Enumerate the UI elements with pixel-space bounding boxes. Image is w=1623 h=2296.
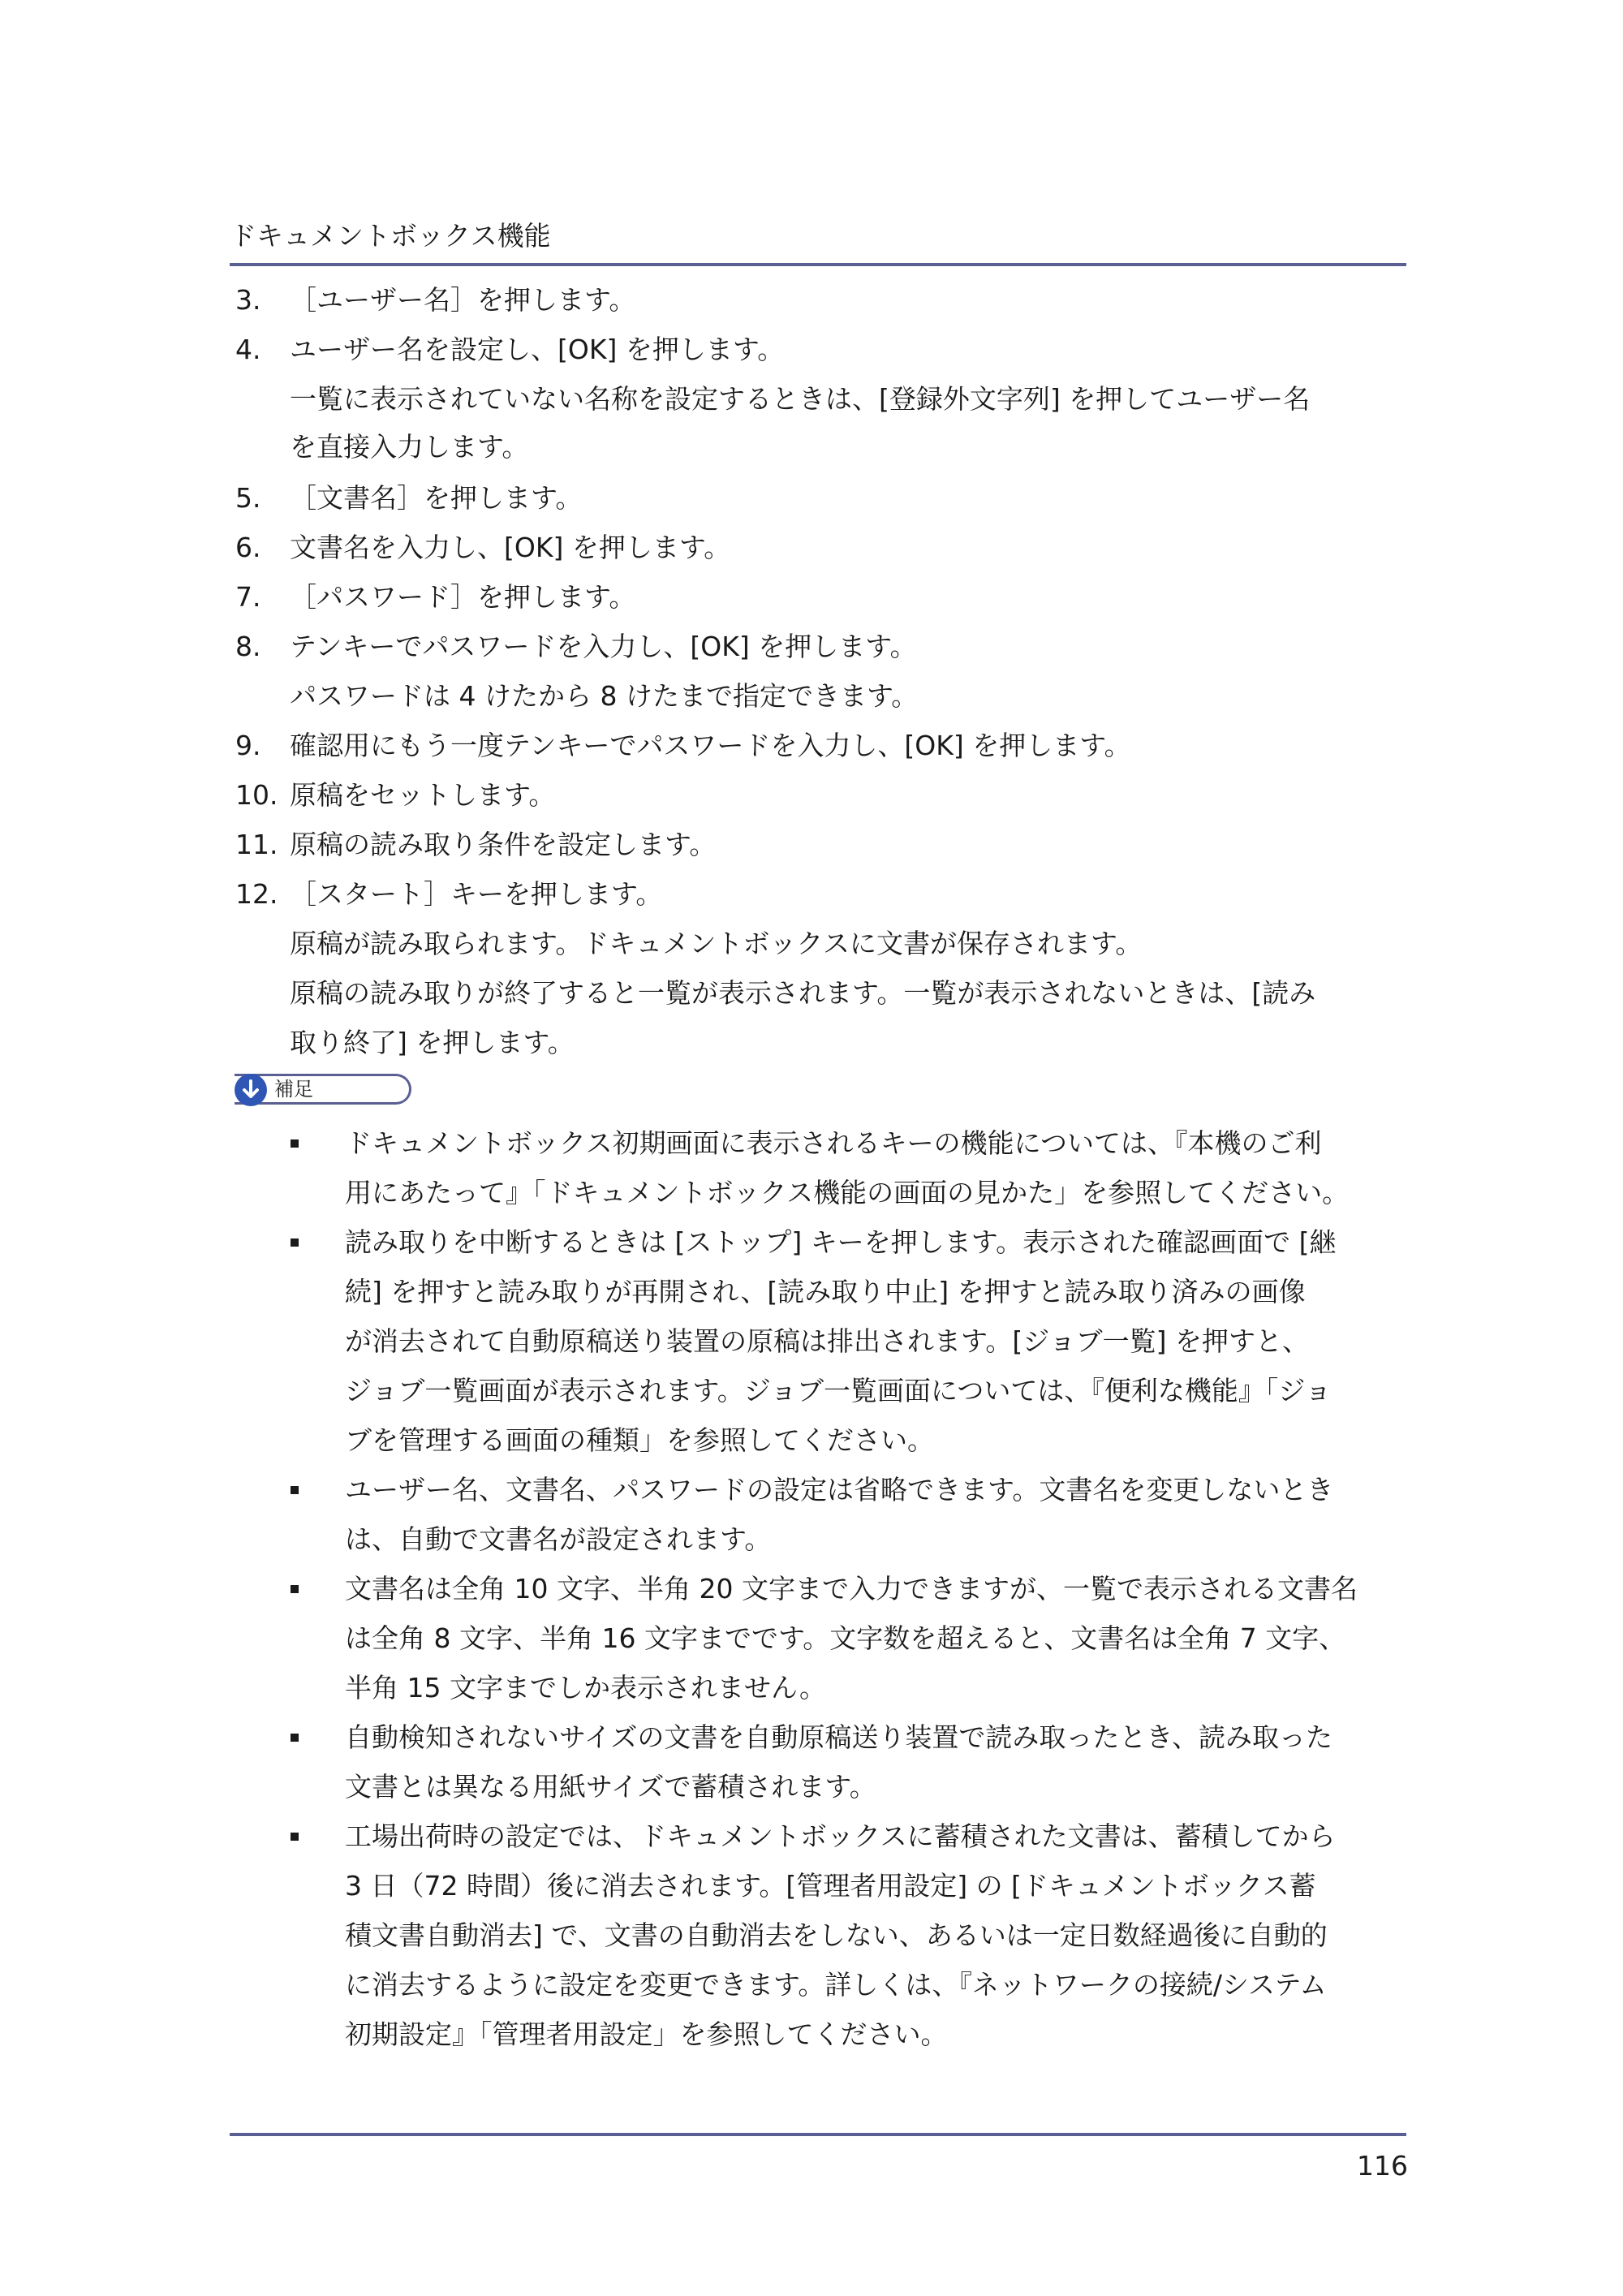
bullet-line: 自動検知されないサイズの文書を自動原稿送り装置で読み取ったとき、読み取った bbox=[345, 1721, 1333, 1753]
header-rule bbox=[230, 263, 1406, 266]
bullet-line: が消去されて自動原稿送り装置の原稿は排出されます。[ジョブ一覧] を押すと、 bbox=[345, 1325, 1309, 1357]
supplement-label: 補足 bbox=[274, 1078, 313, 1101]
step-number: 8. bbox=[235, 631, 261, 662]
step-note: 取り終了] を押します。 bbox=[290, 1027, 575, 1058]
bullet-line: 続] を押すと読み取りが再開され、[読み取り中止] を押すと読み取り済みの画像 bbox=[345, 1276, 1306, 1307]
bullet-line: は全角 8 文字、半角 16 文字までです。文字数を超えると、文書名は全角 7 文字、 bbox=[345, 1622, 1346, 1654]
bullet-line: ユーザー名、文書名、パスワードの設定は省略できます。文書名を変更しないとき bbox=[345, 1474, 1334, 1506]
bullet-line: ドキュメントボックス初期画面に表示されるキーの機能については、『本機のご利 bbox=[345, 1127, 1322, 1159]
step-number: 3. bbox=[235, 284, 261, 316]
bullet-line: 読み取りを中断するときは [ストップ] キーを押します。表示された確認画面で [継 bbox=[345, 1226, 1337, 1258]
bullet-line: 3 日（72 時間）後に消去されます。[管理者用設定] の [ドキュメントボックス蓄 bbox=[345, 1870, 1316, 1902]
bullet-line: 初期設定』「管理者用設定」を参照してください。 bbox=[345, 2018, 948, 2050]
step-number: 5. bbox=[235, 482, 261, 514]
bullet-line: 積文書自動消去] で、文書の自動消去をしない、あるいは一定日数経過後に自動的 bbox=[345, 1919, 1328, 1951]
step-number: 9. bbox=[235, 730, 261, 761]
bullet-line: ジョブ一覧画面が表示されます。ジョブ一覧画面については、『便利な機能』「ジョ bbox=[345, 1375, 1332, 1406]
step-number: 12. bbox=[235, 878, 278, 910]
step-text: 確認用にもう一度テンキーでパスワードを入力し、[OK] を押します。 bbox=[290, 730, 1131, 761]
step-text: 原稿をセットします。 bbox=[290, 779, 556, 811]
bullet-marker bbox=[291, 1734, 299, 1742]
step-note: 原稿の読み取りが終了すると一覧が表示されます。一覧が表示されないときは、[読み bbox=[290, 977, 1316, 1009]
step-text: 文書名を入力し、[OK] を押します。 bbox=[290, 532, 731, 563]
bullet-line: は、自動で文書名が設定されます。 bbox=[345, 1523, 772, 1555]
step-number: 7. bbox=[235, 581, 261, 613]
bullet-marker bbox=[291, 1139, 299, 1148]
step-note: 一覧に表示されていない名称を設定するときは、[登録外文字列] を押してユーザー名 bbox=[290, 383, 1311, 415]
bullet-marker bbox=[291, 1486, 299, 1494]
step-note: パスワードは 4 けたから 8 けたまで指定できます。 bbox=[290, 680, 919, 712]
bullet-line: 工場出荷時の設定では、ドキュメントボックスに蓄積された文書は、蓄積してから bbox=[345, 1820, 1336, 1852]
step-text: ［スタート］キーを押します。 bbox=[290, 878, 663, 910]
bullet-line: に消去するように設定を変更できます。詳しくは、『ネットワークの接続/システム bbox=[345, 1969, 1327, 2001]
step-text: テンキーでパスワードを入力し、[OK] を押します。 bbox=[290, 631, 917, 662]
step-note: 原稿が読み取られます。ドキュメントボックスに文書が保存されます。 bbox=[290, 928, 1143, 959]
step-text: 原稿の読み取り条件を設定します。 bbox=[290, 829, 717, 860]
bullet-marker bbox=[291, 1238, 299, 1247]
step-text: ユーザー名を設定し、[OK] を押します。 bbox=[290, 334, 785, 365]
step-text: ［ユーザー名］を押します。 bbox=[290, 284, 636, 316]
step-text: ［パスワード］を押します。 bbox=[290, 581, 636, 613]
bullet-line: 文書名は全角 10 文字、半角 20 文字まで入力できますが、一覧で表示される文書名 bbox=[345, 1573, 1358, 1605]
bullet-line: 用にあたって』「ドキュメントボックス機能の画面の見かた」を参照してください。 bbox=[345, 1177, 1350, 1208]
page-number: 116 bbox=[1357, 2150, 1408, 2182]
step-number: 4. bbox=[235, 334, 261, 365]
page-header-title: ドキュメントボックス機能 bbox=[230, 220, 551, 252]
step-number: 6. bbox=[235, 532, 261, 563]
step-text: ［文書名］を押します。 bbox=[290, 482, 583, 514]
bullet-line: 文書とは異なる用紙サイズで蓄積されます。 bbox=[345, 1771, 876, 1803]
footer-rule bbox=[230, 2133, 1406, 2136]
step-number: 11. bbox=[235, 829, 278, 860]
step-number: 10. bbox=[235, 779, 278, 811]
down-arrow-circle-icon bbox=[235, 1074, 267, 1106]
bullet-marker bbox=[291, 1585, 299, 1593]
bullet-line: 半角 15 文字までしか表示されません。 bbox=[345, 1672, 826, 1704]
bullet-marker bbox=[291, 1833, 299, 1841]
step-note: を直接入力します。 bbox=[290, 431, 529, 463]
bullet-line: ブを管理する画面の種類」を参照してください。 bbox=[345, 1424, 934, 1456]
